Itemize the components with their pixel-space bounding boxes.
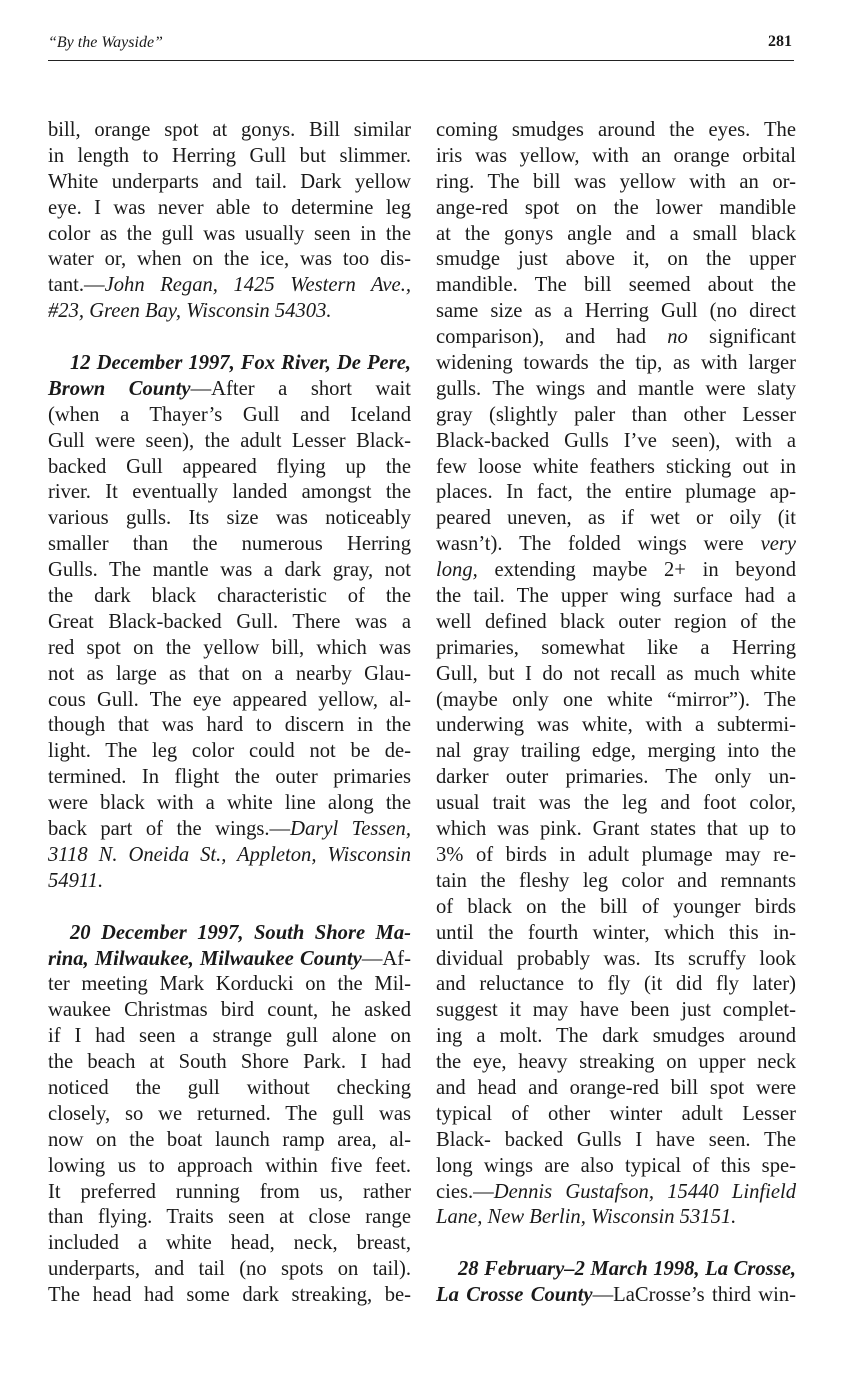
- text-line: [436, 325, 796, 351]
- entry-tessen: [48, 351, 411, 895]
- text-line: lowing us to approach within five feet.: [48, 1154, 411, 1177]
- text-line: in length to Herring Gull but slimmer.: [48, 144, 411, 167]
- text-fragment: wasn’t). The folded wings were: [436, 533, 761, 556]
- text-line: long wings are also typical of this spe-: [436, 1154, 796, 1177]
- text-line: same size as a Herring Gull (no direct: [436, 300, 796, 323]
- text-line: than flying. Traits seen at close range: [48, 1206, 411, 1229]
- text-line: [436, 1283, 796, 1309]
- text-line: at the gonys angle and a small black: [436, 222, 796, 245]
- text-line: 3% of birds in adult plumage may re-: [436, 843, 796, 866]
- text-line: until the fourth winter, which this in-: [436, 921, 796, 944]
- text-line: suggest it may have been just complet-: [436, 999, 796, 1022]
- text-line: tain the fleshy leg color and remnants: [436, 869, 796, 892]
- text-fragment: cies.—: [436, 1180, 494, 1203]
- text-line: places. In fact, the entire plumage ap-: [436, 481, 796, 504]
- text-line: [48, 817, 411, 843]
- text-line: now on the boat launch ramp area, al-: [48, 1128, 411, 1151]
- text-line: ring. The bill was yellow with an or-: [436, 170, 796, 193]
- text-line: typical of other winter adult Lesser: [436, 1102, 796, 1125]
- entry-gustafson: [48, 921, 411, 1309]
- text-line: Great Black-backed Gull. There was a: [48, 610, 411, 633]
- author-address: 3118 N. Oneida St., Appleton, Wisconsin: [48, 843, 411, 866]
- author-signature: Daryl Tessen,: [290, 818, 411, 841]
- text-line: dividual probably was. Its scruffy look: [436, 947, 796, 970]
- text-line: [48, 273, 411, 299]
- entry-heading-county: La Crosse County: [436, 1284, 593, 1307]
- text-line: usual trait was the leg and foot color,: [436, 792, 796, 815]
- text-line: included a white head, neck, breast,: [48, 1232, 411, 1255]
- text-line: The head had some dark streaking, be-: [48, 1284, 411, 1307]
- text-line: various gulls. Its size was noticeably: [48, 507, 411, 530]
- text-line: [436, 1180, 796, 1206]
- text-line: [436, 532, 796, 558]
- text-line: and reluctance to fly (it did fly later): [436, 973, 796, 996]
- emphasis-no: no: [667, 326, 688, 349]
- text-line: White underparts and tail. Dark yellow: [48, 170, 411, 193]
- text-line: backed Gull appeared flying up the: [48, 455, 411, 478]
- entry-heading-county: Brown County: [48, 377, 191, 400]
- emphasis-very: very: [760, 533, 796, 556]
- text-fragment: significant: [687, 326, 796, 349]
- text-line: [436, 558, 796, 584]
- text-line: water or, when on the ice, was too dis-: [48, 248, 411, 271]
- author-zip: 54911.: [48, 869, 104, 892]
- text-line: termined. In flight the outer primaries: [48, 766, 411, 789]
- text-line: not as large as that on a nearby Glau-: [48, 662, 411, 685]
- text-line: few loose white feathers sticking out in: [436, 455, 796, 478]
- text-line: of black on the bill of younger birds: [436, 895, 796, 918]
- text-line: peared uneven, as if wet or oily (it: [436, 507, 796, 530]
- text-line: waukee Christmas bird count, he asked: [48, 999, 411, 1022]
- entry-heading: 12 December 1997, Fox River, De Pere,: [70, 352, 411, 375]
- text-line: primaries, somewhat like a Herring: [436, 636, 796, 659]
- entry-heading: 28 February–2 March 1998, La Crosse,: [458, 1258, 796, 1281]
- text-line: Gull were seen), the adult Lesser Black-: [48, 429, 411, 452]
- text-line: mandible. The bill seemed about the: [436, 274, 796, 297]
- paragraph-gap: [48, 895, 411, 921]
- text-line: though that was hard to discern in the: [48, 714, 411, 737]
- text-line: red spot on the yellow bill, which was: [48, 636, 411, 659]
- running-title: “By the Wayside”: [48, 34, 163, 51]
- text-line: which was pink. Grant states that up to: [436, 818, 796, 841]
- page-number: 281: [768, 33, 792, 50]
- paragraph-gap: [436, 1231, 796, 1257]
- text-line: gray (slightly paler than other Lesser: [436, 403, 796, 426]
- emphasis-long: long,: [436, 559, 478, 582]
- text-fragment: back part of the wings.—: [48, 818, 291, 841]
- text-fragment: —LaCrosse’s third win-: [592, 1284, 796, 1307]
- entry-heading-county: rina, Milwaukee, Milwaukee County: [48, 947, 362, 970]
- text-line: [48, 947, 411, 973]
- text-line: eye. I was never able to determine leg: [48, 196, 411, 219]
- text-line: the tail. The upper wing surface had a: [436, 585, 796, 608]
- text-line: widening towards the tip, as with larger: [436, 352, 796, 375]
- text-line: closely, so we returned. The gull was: [48, 1102, 411, 1125]
- text-line: river. It eventually landed amongst the: [48, 481, 411, 504]
- text-fragment: extending maybe 2+ in beyond: [477, 559, 796, 582]
- author-address: #23, Green Bay, Wisconsin 54303.: [48, 300, 332, 323]
- text-line: color as the gull was usually seen in the: [48, 222, 411, 245]
- text-line: the beach at South Shore Park. I had: [48, 1051, 411, 1074]
- text-line: cous Gull. The eye appeared yellow, al-: [48, 688, 411, 711]
- author-address: Lane, New Berlin, Wisconsin 53151.: [436, 1206, 737, 1229]
- left-column: [48, 118, 411, 1309]
- right-column: [436, 118, 796, 1309]
- text-fragment: —After a short wait: [190, 377, 411, 400]
- text-line: and head and orange-red bill spot were: [436, 1076, 796, 1099]
- text-line: ing a molt. The dark smudges around: [436, 1025, 796, 1048]
- text-line: coming smudges around the eyes. The: [436, 119, 796, 141]
- text-line: Gull, but I do not recall as much white: [436, 662, 796, 685]
- text-line: bill, orange spot at gonys. Bill similar: [48, 119, 411, 141]
- author-signature: Dennis Gustafson, 15440 Linfield: [493, 1180, 796, 1203]
- text-line: (when a Thayer’s Gull and Iceland: [48, 403, 411, 426]
- text-line: [48, 377, 411, 403]
- text-line: Black- backed Gulls I have seen. The: [436, 1128, 796, 1151]
- paragraph-gustafson-continued: [436, 118, 796, 1231]
- author-signature: John Regan, 1425 Western Ave.,: [104, 274, 411, 297]
- text-line: smudge just above it, on the upper: [436, 248, 796, 271]
- text-fragment: —Af-: [361, 947, 411, 970]
- text-line: nal gray trailing edge, merging into the: [436, 740, 796, 763]
- text-line: well defined black outer region of the: [436, 610, 796, 633]
- paragraph-regan: [48, 118, 411, 325]
- text-line: the dark black characteristic of the: [48, 585, 411, 608]
- text-line: noticed the gull without checking: [48, 1076, 411, 1099]
- text-fragment: comparison), and had: [436, 326, 668, 349]
- text-line: underparts, and tail (no spots on tail).: [48, 1258, 411, 1281]
- text-line: (maybe only one white “mirror”). The: [436, 688, 796, 711]
- text-line: the eye, heavy streaking on upper neck: [436, 1051, 796, 1074]
- text-line: were black with a white line along the: [48, 792, 411, 815]
- entry-lacrosse: [436, 1257, 796, 1309]
- text-fragment: tant.—: [48, 274, 105, 297]
- text-line: Gulls. The mantle was a dark gray, not: [48, 559, 411, 582]
- text-line: smaller than the numerous Herring: [48, 533, 411, 556]
- text-line: ter meeting Mark Korducki on the Mil-: [48, 973, 411, 996]
- text-line: ange-red spot on the lower mandible: [436, 196, 796, 219]
- text-line: darker outer primaries. The only un-: [436, 766, 796, 789]
- entry-heading: 20 December 1997, South Shore Ma-: [70, 921, 411, 944]
- paragraph-gap: [48, 325, 411, 351]
- running-header: [48, 30, 794, 61]
- text-line: iris was yellow, with an orange orbital: [436, 144, 796, 167]
- text-line: if I had seen a strange gull alone on: [48, 1025, 411, 1048]
- text-line: gulls. The wings and mantle were slaty: [436, 377, 796, 400]
- text-line: light. The leg color could not be de-: [48, 740, 411, 763]
- text-line: Black-backed Gulls I’ve seen), with a: [436, 429, 796, 452]
- text-line: It preferred running from us, rather: [48, 1180, 411, 1203]
- text-line: underwing was white, with a subtermi-: [436, 714, 796, 737]
